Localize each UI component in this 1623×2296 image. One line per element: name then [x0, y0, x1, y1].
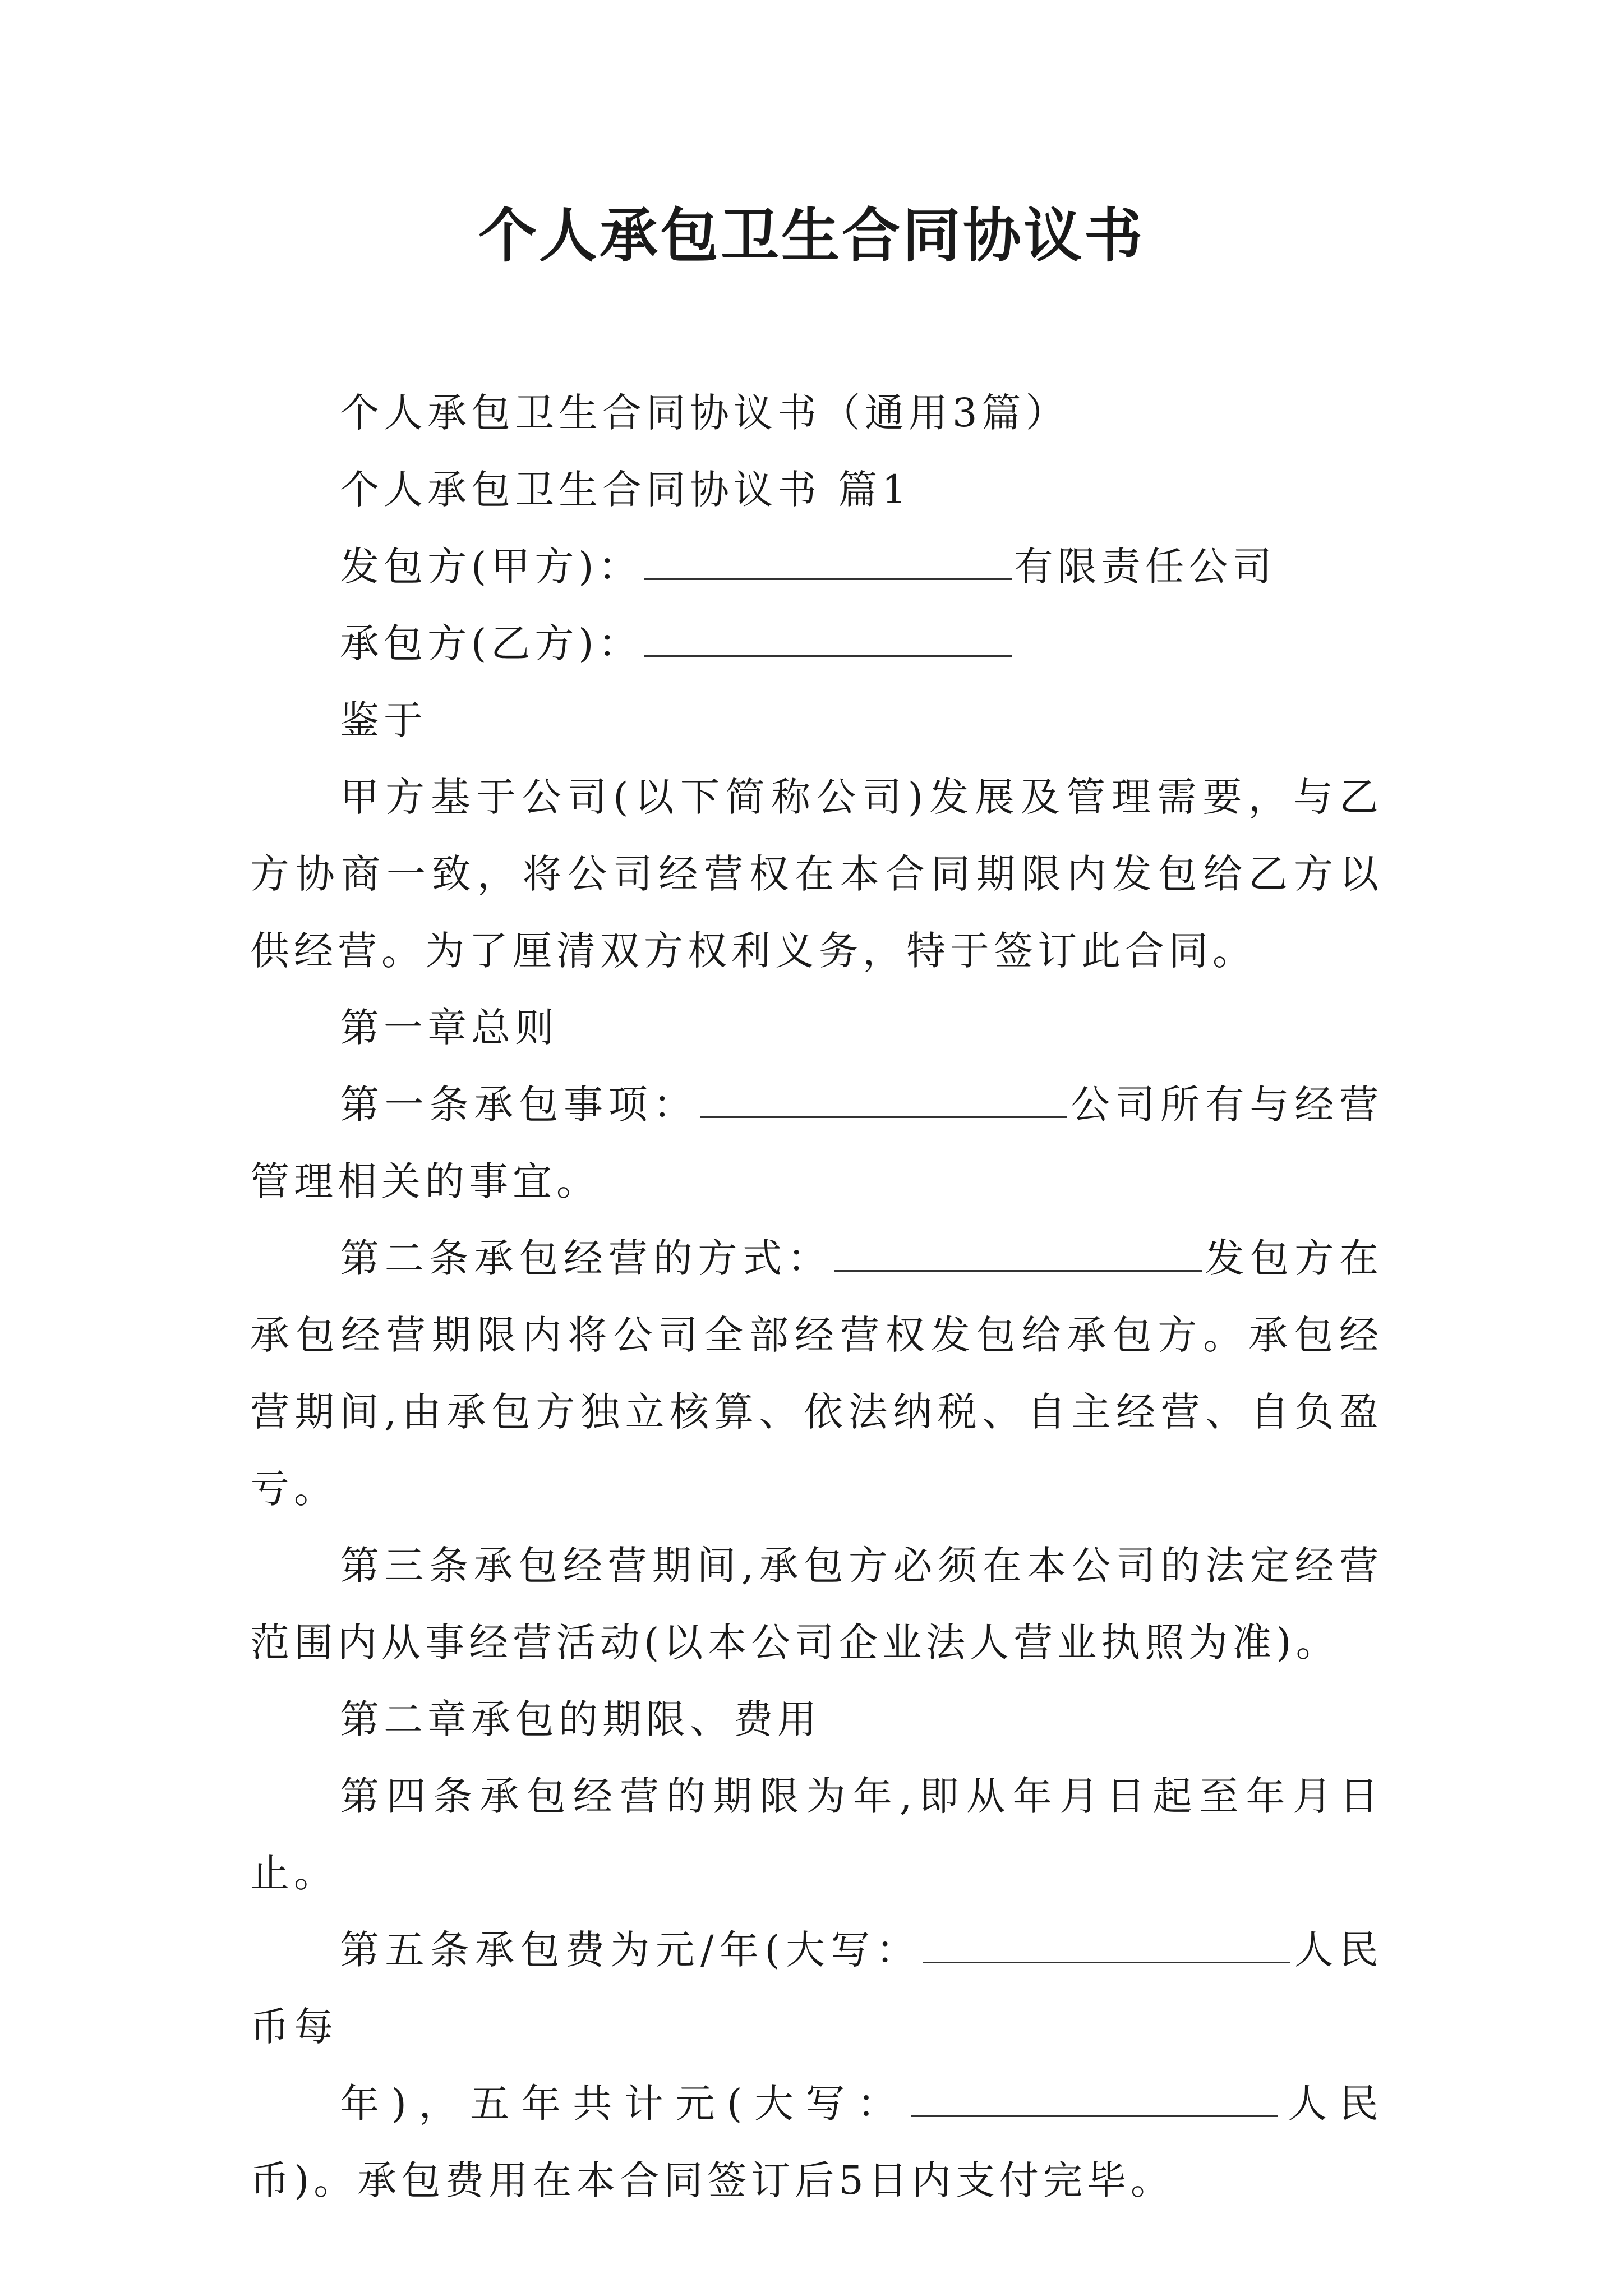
article-1-prefix: 第一条承包事项：	[340, 1082, 698, 1128]
article-2-blank	[834, 1235, 1202, 1272]
article-2-prefix: 第二条承包经营的方式：	[340, 1235, 832, 1281]
party-a-line	[250, 528, 1383, 605]
section-heading	[250, 452, 1383, 528]
article-3-text: 第三条承包经营期间,承包方必须在本公司的法定经营范围内从事经营活动(以本公司企业法人营业执照为准)。	[250, 1543, 1383, 1665]
whereas-text: 鉴于	[340, 697, 427, 743]
article-5	[250, 1912, 1383, 2065]
chapter-2-text: 第二章承包的期限、费用	[340, 1696, 821, 1742]
article-1	[250, 1066, 1383, 1220]
chapter-2-heading	[250, 1681, 1383, 1758]
intro-text: 甲方基于公司(以下简称公司)发展及管理需要，与乙方协商一致，将公司经营权在本合同期限内发包给乙方以供经营。为了厘清双方权利义务，特于签订此合同。	[250, 774, 1383, 974]
article-1-suffix: 公司所有与经营管理相关的事宜。	[250, 1082, 1384, 1204]
article-5-cont-suffix: 人民币)。承包费用在本合同签订后5日内支付完毕。	[250, 2081, 1384, 2203]
document-title: 个人承包卫生合同协议书	[478, 201, 1145, 270]
article-5-prefix: 第五条承包费为元/年(大写：	[340, 1927, 921, 1973]
article-2	[250, 1220, 1383, 1527]
section-heading-text: 个人承包卫生合同协议书 篇1	[340, 467, 911, 513]
party-a-label: 发包方(甲方)：	[340, 544, 642, 590]
article-5-cont-blank	[911, 2080, 1278, 2117]
subtitle	[250, 375, 1383, 452]
chapter-1-text: 第一章总则	[340, 1005, 559, 1051]
document-body	[250, 375, 1383, 2219]
article-2-suffix: 发包方在承包经营期限内将公司全部经营权发包给承包方。承包经营期间,由承包方独立核算、依法纳税、自主经营、自负盈亏。	[250, 1235, 1384, 1512]
chapter-1-heading	[250, 990, 1383, 1066]
article-5-blank	[923, 1926, 1290, 1963]
article-1-blank	[700, 1081, 1067, 1118]
party-a-suffix: 有限责任公司	[1013, 544, 1276, 590]
party-b-label: 承包方(乙方)：	[340, 620, 642, 666]
party-b-line	[250, 605, 1383, 682]
article-4-text: 第四条承包经营的期限为年,即从年月日起至年月日止。	[250, 1773, 1383, 1896]
subtitle-text: 个人承包卫生合同协议书（通用3篇）	[340, 390, 1069, 436]
article-5-continued	[250, 2065, 1383, 2219]
party-b-blank	[644, 620, 1012, 657]
article-3	[250, 1527, 1383, 1681]
whereas-line	[250, 682, 1383, 759]
intro-paragraph	[250, 759, 1383, 990]
article-4	[250, 1758, 1383, 1912]
article-5-suffix: 人民币每	[250, 1927, 1383, 2050]
article-5-cont-prefix: 年)，五年共计元(大写：	[340, 2081, 909, 2127]
party-a-blank	[644, 543, 1012, 580]
